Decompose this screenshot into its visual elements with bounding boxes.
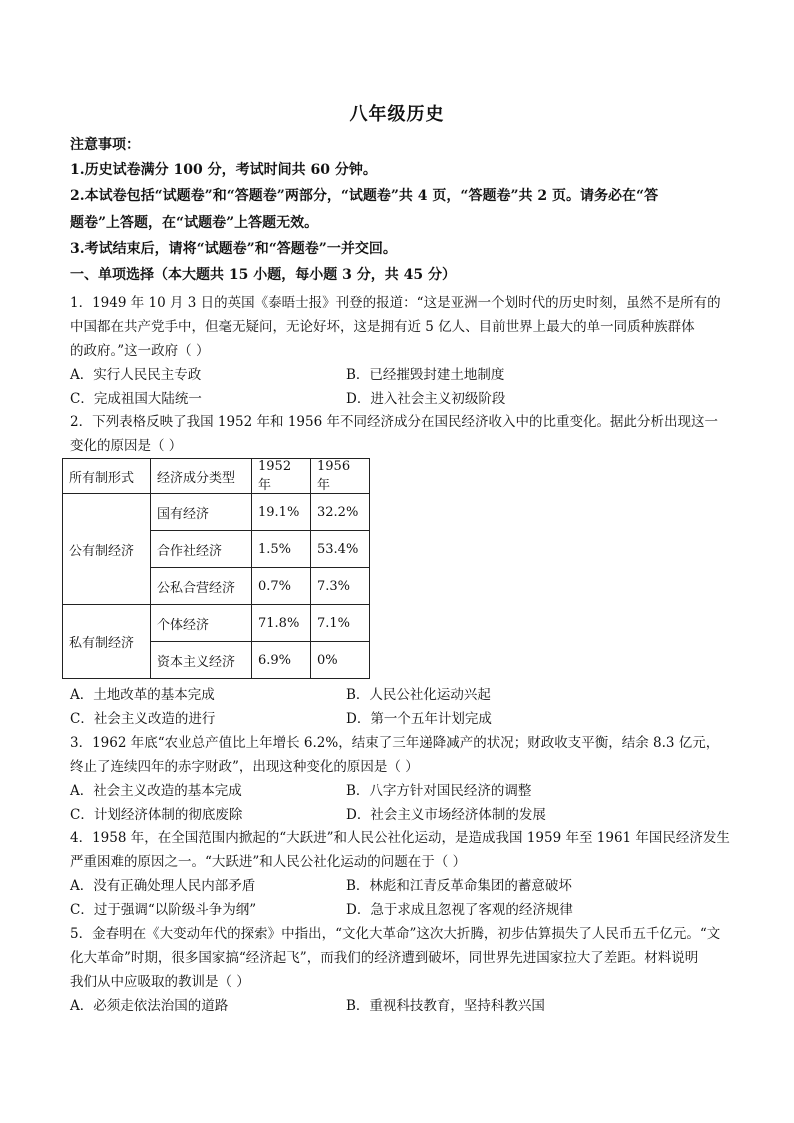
question-3-option-c: C．计划经济体制的彻底废除 <box>70 807 243 823</box>
table-cell: 7.3% <box>311 568 370 605</box>
table-cell: 71.8% <box>252 605 311 642</box>
question-5-line: 5．金春明在《大变动年代的探索》中指出，“文化大革命”这次大折腾，初步估算损失了人民币五千亿元。“文 <box>70 926 721 942</box>
table-cell: 合作社经济 <box>151 531 252 568</box>
question-2-option-a: A．土地改革的基本完成 <box>70 687 215 703</box>
question-3-line: 终止了连续四年的赤字财政”，出现这种变化的原因是（ ） <box>70 759 419 775</box>
question-2-line: 2．下列表格反映了我国 1952 年和 1956 年不同经济成分在国民经济收入中的比重变化。据此分析出现这一 <box>70 414 718 430</box>
question-4-option-a: A．没有正确处理人民内部矛盾 <box>70 878 256 894</box>
question-1-option-b: B．已经摧毁封建土地制度 <box>346 367 505 383</box>
table-header-cell: 经济成分类型 <box>151 459 252 494</box>
table-row <box>63 605 370 642</box>
question-5-line: 化大革命”时期，很多国家搞“经济起飞”，而我们的经济遭到破坏，同世界先进国家拉大了差距。材料说明 <box>70 950 699 966</box>
table-group-cell: 公有制经济 <box>63 494 151 605</box>
question-3-option-d: D．社会主义市场经济体制的发展 <box>346 807 546 823</box>
table-cell: 0.7% <box>252 568 311 605</box>
question-3-option-b: B．八字方针对国民经济的调整 <box>346 783 532 799</box>
question-1-line: 中国都在共产党手中，但毫无疑问，无论好坏，这是拥有近 5 亿人、目前世界上最大的单一同质种族群体 <box>70 319 695 335</box>
question-5-option-b: B．重视科技教育，坚持科教兴国 <box>346 998 545 1014</box>
table-header-cell: 所有制形式 <box>63 459 151 494</box>
question-5-line: 我们从中应吸取的教训是（ ） <box>70 974 250 990</box>
section-heading: 一、单项选择（本大题共 15 小题，每小题 3 分，共 45 分） <box>70 267 456 283</box>
question-3-option-a: A．社会主义改造的基本完成 <box>70 783 242 799</box>
question-1-option-d: D．进入社会主义初级阶段 <box>346 391 506 407</box>
question-1-option-c: C．完成祖国大陆统一 <box>70 391 202 407</box>
table-cell: 资本主义经济 <box>151 642 252 679</box>
question-4-option-b: B．林彪和江青反革命集团的蓄意破坏 <box>346 878 572 894</box>
question-1-line: 的政府。”这一政府（ ） <box>70 343 210 359</box>
table-header-row <box>63 459 370 494</box>
notice-item: 1.历史试卷满分 100 分，考试时间共 60 分钟。 <box>70 162 377 178</box>
table-cell: 公私合营经济 <box>151 568 252 605</box>
question-4-option-c: C．过于强调“以阶级斗争为纲” <box>70 902 257 918</box>
table-cell: 国有经济 <box>151 494 252 531</box>
question-3-line: 3．1962 年底“农业总产值比上年增长 6.2%，结束了三年递降减产的状况；财政收支平衡，结余 8.3 亿元， <box>70 735 720 751</box>
notice-item: 题卷”上答题，在“试题卷”上答题无效。 <box>70 215 319 231</box>
question-4-line: 4．1958 年，在全国范围内掀起的“大跃进”和人民公社化运动，是造成我国 1959 年至 1961 年国民经济发生 <box>70 830 730 846</box>
table-cell: 个体经济 <box>151 605 252 642</box>
table-cell: 7.1% <box>311 605 370 642</box>
table-group-cell: 私有制经济 <box>63 605 151 679</box>
table-header-cell: 1956 年 <box>311 459 370 494</box>
question-2-option-c: C．社会主义改造的进行 <box>70 711 216 727</box>
question-2-option-b: B．人民公社化运动兴起 <box>346 687 491 703</box>
question-2-line: 变化的原因是（ ） <box>70 438 183 454</box>
question-4-option-d: D．急于求成且忽视了客观的经济规律 <box>346 902 573 918</box>
question-4-line: 严重困难的原因之一。“大跃进”和人民公社化运动的问题在于（ ） <box>70 854 467 870</box>
question-1-option-a: A．实行人民民主专政 <box>70 367 202 383</box>
economy-table <box>62 458 370 679</box>
table-header-cell: 1952 年 <box>252 459 311 494</box>
table-cell: 32.2% <box>311 494 370 531</box>
table-row <box>63 494 370 531</box>
table-cell: 0% <box>311 642 370 679</box>
notice-item: 3.考试结束后，请将“试题卷”和“答题卷”一并交回。 <box>70 241 397 257</box>
page-title: 八年级历史 <box>349 104 445 125</box>
notice-heading: 注意事项： <box>70 137 140 153</box>
table-cell: 6.9% <box>252 642 311 679</box>
table-cell: 19.1% <box>252 494 311 531</box>
question-2-option-d: D．第一个五年计划完成 <box>346 711 492 727</box>
question-5-option-a: A．必须走依法治国的道路 <box>70 998 229 1014</box>
notice-item: 2.本试卷包括“试题卷”和“答题卷”两部分，“试题卷”共 4 页，“答题卷”共 2 页。请务必在“答 <box>70 188 659 204</box>
table-cell: 53.4% <box>311 531 370 568</box>
table-cell: 1.5% <box>252 531 311 568</box>
question-1-line: 1．1949 年 10 月 3 日的英国《泰晤士报》刊登的报道：“这是亚洲一个划时代的历史时刻，虽然不是所有的 <box>70 295 721 311</box>
